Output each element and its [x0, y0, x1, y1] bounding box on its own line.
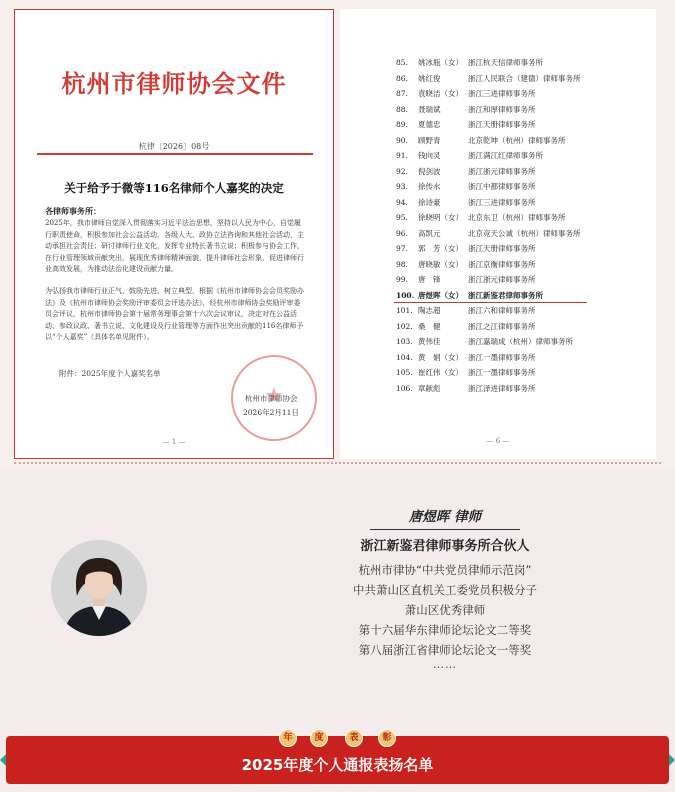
row-firm: 浙江京衡律师事务所 [468, 259, 536, 269]
banner-badge: 表 [345, 729, 363, 747]
document-title: 关于给予于微等116名律师个人嘉奖的决定 [64, 181, 284, 195]
row-firm: 浙江中都律师事务所 [468, 182, 536, 191]
honor-item: 杭州市律协“中共党员律师示范岗” [358, 563, 532, 577]
document-paragraph-2: 为弘扬我市律师行业正气、鼓励先进、树立典型，根据《杭州市律师协会会员奖励办法》及《杭州市律师协会奖励评审委员会评选办法》，经杭州市律师协会奖励评审委员会评议，杭州市律师协会第十届常务理事会第十六次会议审议，决定对在公益活动、参政议政、著书立说、文化建设及行业管理等方面作出突出贡献的116名律师予以“个人嘉奖”（具体名单见附件）。 [45, 287, 304, 342]
row-num: 96. [396, 228, 408, 238]
section-divider [14, 462, 661, 464]
row-name: 倪剑波 [418, 166, 441, 176]
lawyer-firm: 浙江新鉴君律师事务所合伙人 [360, 539, 530, 554]
row-num: 94. [396, 197, 408, 207]
row-name: 徐晓明（女） [418, 213, 463, 222]
banner-title: 2025年度个人通报表扬名单 [241, 756, 434, 774]
lawyer-profile [310, 505, 580, 670]
row-name: 陶志超 [418, 306, 441, 315]
list-item [396, 102, 581, 118]
row-firm: 浙江杭天信律师事务所 [468, 58, 543, 67]
row-firm: 浙江人民联合（建德）律师事务所 [468, 73, 581, 83]
row-num: 85. [396, 58, 408, 67]
row-num: 103. [396, 337, 413, 346]
row-num: 101. [396, 306, 413, 315]
row-name: 聂瑞斌 [418, 104, 441, 114]
row-firm: 浙江新鉴君律师事务所 [468, 290, 543, 300]
list-item [396, 350, 581, 366]
row-num: 105. [396, 368, 413, 377]
row-name: 唐晓敏（女） [418, 259, 463, 269]
list-item [396, 55, 581, 71]
list-item [396, 319, 581, 335]
honor-item: 中共萧山区直机关工委党员积极分子 [353, 583, 537, 597]
document-page-left [14, 9, 334, 459]
document-page-right [340, 9, 656, 459]
award-list [396, 55, 581, 396]
row-firm: 浙江和厚律师事务所 [468, 104, 536, 114]
honor-item: 第八届浙江省律师论坛论文一等奖 [358, 643, 532, 657]
list-item [396, 133, 581, 149]
list-item [396, 303, 581, 319]
row-name: 钱向灵 [418, 151, 441, 160]
document-paragraph-1: 2025年，我市律师自觉深入贯彻落实习近平法治思想，坚持以人民为中心，自觉履行职责使命，积极参加社会公益活动、各级人大、政协立法咨询和其他社会活动，主动承担社会责任；研讨律师行业文化，发挥专业特长著书立说；积极参与协会工作，在行业管理领域贡献突出，展现优秀律师精神面貌，提升律师社会形象，促进律师行业高效发展，为推动法治化建设贡献力量。 [45, 219, 304, 274]
row-num: 102. [396, 321, 413, 331]
row-name: 黄 娟（女） [418, 352, 463, 362]
row-name: 黄伟佳 [418, 337, 441, 346]
row-firm: 北京乾坤（杭州）律师事务所 [468, 135, 566, 145]
list-item [396, 257, 581, 273]
honors-list [310, 560, 580, 660]
row-num: 104. [396, 352, 413, 362]
honor-item: 萧山区优秀律师 [404, 603, 486, 617]
signature-org: 杭州市律师协会 [245, 394, 298, 403]
row-name: 徐传水 [418, 182, 441, 191]
list-item-highlighted [396, 288, 581, 304]
row-firm: 浙江嘉瑞成（杭州）律师事务所 [468, 337, 573, 346]
row-num: 106. [396, 383, 413, 393]
signature-date: 2026年2月11日 [243, 408, 299, 417]
page-number-left: — 1 — [162, 438, 186, 446]
list-item [396, 365, 581, 381]
row-num: 86. [396, 73, 408, 83]
list-item [396, 86, 581, 102]
row-firm: 浙江满江红律师事务所 [468, 151, 543, 160]
more-ellipsis: …… [433, 658, 457, 671]
banner-badge: 彰 [378, 729, 396, 747]
banner-badge: 度 [310, 729, 328, 747]
row-name: 夏德忠 [418, 120, 441, 129]
row-name: 姚红俊 [418, 73, 441, 83]
list-item [396, 334, 581, 350]
row-firm: 浙江六和律师事务所 [468, 306, 536, 315]
list-item [396, 241, 581, 257]
row-num: 97. [396, 244, 408, 253]
list-item [396, 210, 581, 226]
list-item [396, 71, 581, 87]
row-firm: 浙江三进律师事务所 [468, 89, 536, 98]
row-num: 90. [396, 135, 408, 145]
document-attachment: 附件：2025年度个人嘉奖名单 [59, 369, 161, 378]
row-name: 高凯元 [418, 228, 441, 238]
lawyer-avatar [51, 540, 147, 636]
honor-item: 第十六届华东律师论坛论文二等奖 [358, 623, 532, 637]
list-item [396, 179, 581, 195]
row-name: 章献彪 [418, 383, 441, 393]
portrait-icon [51, 540, 147, 636]
row-num: 89. [396, 120, 408, 129]
row-name: 顾野青 [418, 135, 441, 145]
row-firm: 浙江一墨律师事务所 [468, 368, 536, 377]
row-num: 92. [396, 166, 408, 176]
row-firm: 浙江浙元律师事务所 [468, 166, 536, 176]
row-name: 袁晓洁（女） [418, 89, 463, 98]
list-item [396, 164, 581, 180]
row-name: 唐煜晖（女） [418, 290, 463, 300]
list-item [396, 117, 581, 133]
row-firm: 浙江天册律师事务所 [468, 120, 536, 129]
row-name: 唐 锋 [418, 275, 441, 284]
row-firm: 浙江三进律师事务所 [468, 197, 536, 207]
row-firm: 浙江天册律师事务所 [468, 244, 536, 253]
list-item [396, 148, 581, 164]
row-num: 98. [396, 259, 408, 269]
list-item [396, 195, 581, 211]
row-firm: 浙江浙元律师事务所 [468, 275, 536, 284]
banner-badge: 年 [279, 729, 297, 747]
row-name: 徐诗豪 [418, 197, 441, 207]
row-num: 87. [396, 89, 408, 98]
row-name: 郭 芳（女） [418, 244, 463, 253]
row-num: 95. [396, 213, 408, 222]
lawyer-name: 唐煜晖 律师 [408, 509, 482, 525]
document-number: 杭律〔2026〕08号 [138, 142, 210, 151]
document-salutation: 各律师事务所： [45, 206, 101, 216]
row-num: 91. [396, 151, 408, 160]
row-num: 100. [396, 290, 415, 300]
row-name: 姚冰瓶（女） [418, 58, 463, 67]
row-name: 桑 健 [418, 321, 441, 331]
row-firm: 北京东卫（杭州）律师事务所 [468, 213, 566, 222]
list-item [396, 226, 581, 242]
row-name: 崔红伟（女） [418, 368, 463, 377]
list-item [396, 272, 581, 288]
header-divider [37, 153, 313, 155]
document-header: 杭州市律师协会文件 [61, 69, 287, 98]
page-number-right: — 6 — [486, 437, 510, 445]
row-firm: 浙江之江律师事务所 [468, 321, 536, 331]
row-firm: 北京竞天公诚（杭州）律师事务所 [468, 228, 581, 238]
row-num: 93. [396, 182, 408, 191]
row-num: 88. [396, 104, 408, 114]
list-item [396, 381, 581, 397]
row-firm: 浙江泽进律师事务所 [468, 383, 536, 393]
name-underline [370, 529, 520, 530]
row-num: 99. [396, 275, 408, 284]
row-firm: 浙江一墨律师事务所 [468, 352, 536, 362]
